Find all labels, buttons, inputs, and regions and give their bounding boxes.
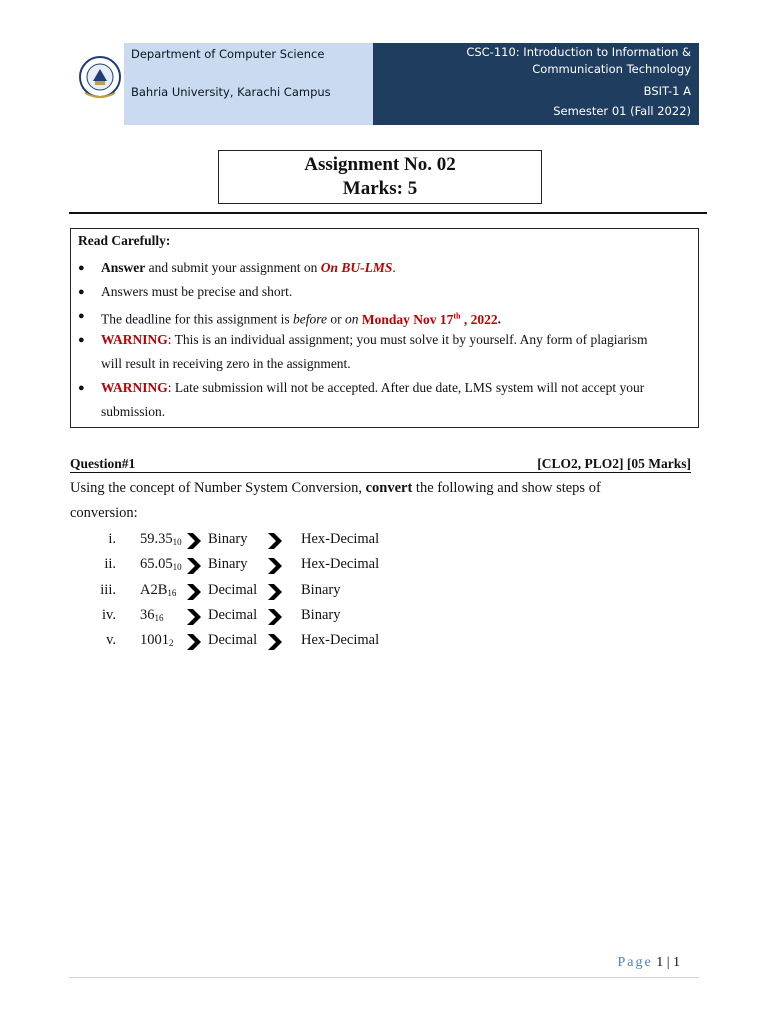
item-number: i. [108, 531, 116, 547]
university-logo-icon [75, 43, 125, 125]
second-target-base: Hex-Decimal [301, 632, 380, 649]
document-header [70, 43, 699, 125]
question-label: Question#1 [70, 456, 136, 471]
course-title-line2: Communication Technology [532, 62, 691, 76]
title-divider [69, 212, 707, 214]
course-title-line1: CSC-110: Introduction to Information & [466, 45, 691, 59]
bullet-icon: ● [78, 334, 85, 346]
semester: Semester 01 (Fall 2022) [553, 104, 691, 118]
page-total: 1 [673, 955, 680, 970]
source-number: $A2B_{16}$ [140, 581, 177, 598]
question-text: Using the concept of Number System Conversion, convert the following and show steps of conversion: [70, 480, 601, 521]
instruction-item: ● WARNING: Late submission will not be accepted. After due date, LMS system will not accept your submission. [101, 376, 691, 424]
conversion-item [0, 556, 768, 578]
instruction-item: ● Answers must be precise and short. [101, 280, 691, 304]
arrow-right-icon [267, 558, 283, 574]
first-target-base: Decimal [208, 606, 258, 623]
warning-label: WARNING [101, 380, 168, 395]
arrow-right-icon [186, 584, 202, 600]
arrow-right-icon [186, 609, 202, 625]
department-name: Department of Computer Science [131, 47, 325, 61]
question-header [70, 456, 691, 473]
arrow-right-icon [267, 533, 283, 549]
conversion-item [0, 607, 768, 629]
second-target-base: Binary [301, 581, 341, 598]
arrow-right-icon [186, 558, 202, 574]
bullet-icon: ● [78, 286, 85, 298]
source-number: $36_{16}$ [140, 606, 164, 623]
second-target-base: Hex-Decimal [301, 556, 380, 573]
campus-name: Bahria University, Karachi Campus [131, 85, 331, 99]
second-target-base: Hex-Decimal [301, 531, 380, 547]
first-target-base: Binary [208, 556, 248, 573]
assignment-title: Assignment No. 02 [304, 154, 456, 175]
second-target-base: Binary [301, 606, 341, 623]
arrow-right-icon [186, 533, 202, 549]
header-right-panel [373, 43, 699, 125]
header-left-panel [124, 43, 373, 125]
source-number: $59.35_{10}$ [140, 531, 182, 547]
bullet-icon: ● [78, 310, 85, 322]
page-number: 1 [656, 955, 664, 970]
deadline-date: Monday Nov 17th , 2022 [361, 311, 498, 327]
arrow-right-icon [267, 609, 283, 625]
bullet-icon: ● [78, 382, 85, 394]
instruction-item: ● Answer and submit your assignment on On BU-LMS. [101, 256, 691, 280]
item-number: ii. [104, 556, 116, 573]
assignment-marks: Marks: 5 [342, 178, 418, 199]
instructions-box [70, 228, 699, 428]
instructions-heading: Read Carefully: [78, 233, 171, 248]
assignment-title-box [218, 150, 542, 204]
page-footer: Page 1 | 1 [617, 955, 680, 970]
first-target-base: Decimal [208, 581, 258, 598]
conversion-item [0, 632, 768, 654]
page-label: Page [617, 955, 653, 970]
item-number: iii. [100, 581, 116, 598]
first-target-base: Decimal [208, 632, 258, 649]
first-target-base: Binary [208, 531, 248, 547]
arrow-right-icon [267, 584, 283, 600]
instruction-item: ● The deadline for this assignment is before or on Monday Nov 17th , 2022. [101, 304, 691, 332]
class-section: BSIT-1 A [643, 84, 691, 98]
item-number: v. [106, 632, 116, 649]
item-number: iv. [102, 606, 116, 623]
source-number: $1001_2$ [140, 632, 174, 649]
arrow-right-icon [267, 634, 283, 650]
bullet-icon: ● [78, 262, 85, 274]
warning-label: WARNING [101, 332, 168, 347]
footer-divider [69, 977, 699, 978]
conversion-item [0, 582, 768, 604]
source-number: $65.05_{10}$ [140, 556, 182, 573]
instruction-item: ● WARNING: This is an individual assignment; you must solve it by yourself. Any form of plagiarism will result in receiving zero in the assignment. [101, 328, 691, 376]
arrow-right-icon [186, 634, 202, 650]
conversion-item [0, 531, 768, 553]
question-marks: [CLO2, PLO2] [05 Marks] [537, 456, 691, 471]
